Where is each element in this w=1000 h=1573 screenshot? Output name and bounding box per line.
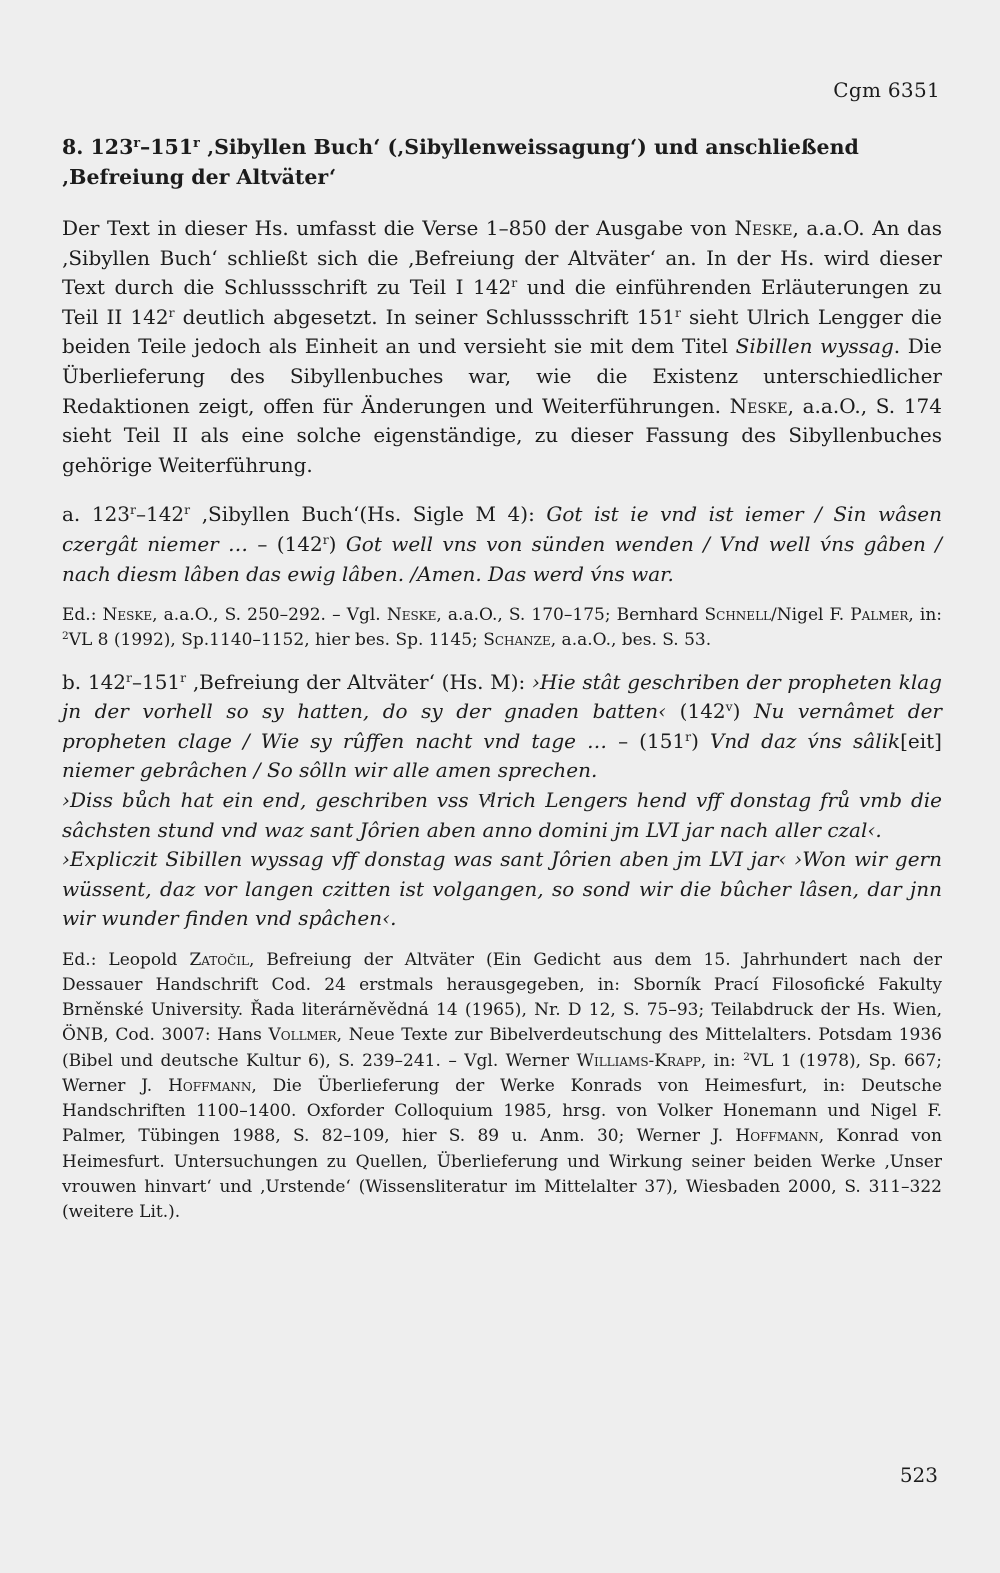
running-header: Cgm 6351: [833, 78, 940, 102]
edition-note-b: Ed.: Leopold Zatočil, Befreiung der Altväter (Ein Gedicht aus dem 15. Jahrhundert nach der Dessauer Handschrift Cod. 24 erstmals herausgegeben, in: Sborník Prací Filosofické Fakulty Brněnské University. Řada literárněvědná 14 (1965), Nr. D 12, S. 75–93; Teilabdruck der Hs. Wien, ÖNB, Cod. 3007: Hans Vollmer, Neue Texte zur Bibelverdeutschung des Mittelalters. Potsdam 1936 (Bibel und deutsche Kultur 6), S. 239–241. – Vgl. Werner Williams-Krapp, in: $^2$VL 1 (1978), Sp. 667; Werner J. Hoffmann, Die Überlieferung der Werke Konrads von Heimesfurt, in: Deutsche Handschriften 1100–1400. Oxforder Colloquium 1985, hrsg. von Volker Honemann und Nigel F. Palmer, Tübingen 1988, S. 82–109, hier S. 89 u. Anm. 30; Werner J. Hoffmann, Konrad von Heimesfurt. Untersuchungen zu Quellen, Überlieferung und Wirkung seiner beiden Werke ‚Unser vrouwen hinvart‘ und ‚Urstende‘ (Wissensliteratur im Mittelalter 37), Wiesbaden 2000, S. 311–322 (weitere Lit.).: [62, 949, 942, 1222]
colophon-1: ›Diss bůch hat ein end, geschriben vss Vͦlrich Lengers hend vff donstag frů vmb die sâchsten stund vnd waz sant Jôrien aben anno domini jm LVI jar nach aller czal‹.: [62, 787, 942, 842]
section-title: ‚Sibyllen Buch‘ (‚Sibyllenweissagung‘) und anschließend ‚Befreiung der Altväter‘: [62, 135, 859, 189]
work-title: Sibillen wyssag: [735, 334, 894, 359]
author-name: Neske: [734, 216, 793, 240]
item-b: b. 142$^r$–151$^r$ ‚Befreiung der Altväter‘ (Hs. M): ›Hie stât geschriben der propheten klag jn der vorhell so sy hatten, do sy der gnaden batten‹ (142$^v$) Nu vernâmet der propheten clage / Wie sy rûffen nacht vnd tage … – (151$^r$) Vnd daz v́ns sâlik[eit] niemer gebrâchen / So sôlln wir alle amen sprechen.: [62, 669, 942, 783]
incipit: Nu vernâmet der propheten clage / Wie sy rûffen nacht vnd tage …: [62, 699, 942, 753]
intro-paragraph: Der Text in dieser Hs. umfasst die Verse 1–850 der Ausgabe von Neske, a.a.O. An das ‚Sibyllen Buch‘ schließt sich die ‚Befreiung der Altväter‘ an. In der Hs. wird dieser Text durch die Schlussschrift zu Teil I 142$^r$ und die einführenden Erläuterungen zu Teil II 142$^r$ deutlich abgesetzt. In seiner Schlussschrift 151$^r$ sieht Ulrich Lengger die beiden Teile jedoch als Einheit an und versieht sie mit dem Titel Sibillen wyssag. Die Überlieferung des Sibyllenbuches war, wie die Existenz unterschiedlicher Redaktionen zeigt, offen für Änderungen und Weiterführungen. Neske, a.a.O., S. 174 sieht Teil II als eine solche eigenständige, zu dieser Fassung des Sibyllenbuches gehörige Weiterführung.: [62, 216, 943, 477]
colophon-2: ›Expliczit Sibillen wyssag vff donstag was sant Jôrien aben jm LVI jar‹ ›Won wir gern wüssent, daz vor langen czitten ist volgangen, so sond wir die bûcher lâsen, dar jnn wir wunder finden vnd spâchen‹.: [62, 847, 942, 931]
section-heading: 8. 123$^r$–151$^r$ ‚Sibyllen Buch‘ (‚Sibyllenweissagung‘) und anschließend ‚Befreiung der Altväter‘: [62, 135, 859, 189]
page-number: 523: [899, 1463, 938, 1487]
page-content: [62, 132, 942, 1239]
section-number: 8.: [62, 135, 84, 159]
author-name: Neske: [729, 393, 788, 418]
incipit: Got ist ie vnd ist iemer / Sin wâsen czergât niemer …: [62, 502, 942, 556]
explicit: Vnd daz v́ns sâlik: [709, 728, 901, 753]
rubric: ›Hie stât geschriben der propheten klag jn der vorhell so sy hatten, do sy der gnaden batten‹: [62, 669, 942, 724]
explicit: Got well vns von sünden wenden / Vnd well v́ns gâben / nach diesm lâben das ewig lâben. /Amen. Das werd v́ns war.: [62, 531, 942, 586]
item-a: a. 123$^r$–142$^r$ ‚Sibyllen Buch‘(Hs. Sigle M 4): Got ist ie vnd ist iemer / Sin wâsen czergât niemer … – (142$^r$) Got well vns von sünden wenden / Vnd well v́ns gâben / nach diesm lâben das ewig lâben. /Amen. Das werd v́ns war.: [62, 502, 942, 586]
edition-note-a: Ed.: Neske, a.a.O., S. 250–292. – Vgl. Neske, a.a.O., S. 170–175; Bernhard Schnell/Nigel F. Palmer, in: $^2$VL 8 (1992), Sp.1140–1152, hier bes. Sp. 1145; Schanze, a.a.O., bes. S. 53.: [62, 605, 943, 651]
